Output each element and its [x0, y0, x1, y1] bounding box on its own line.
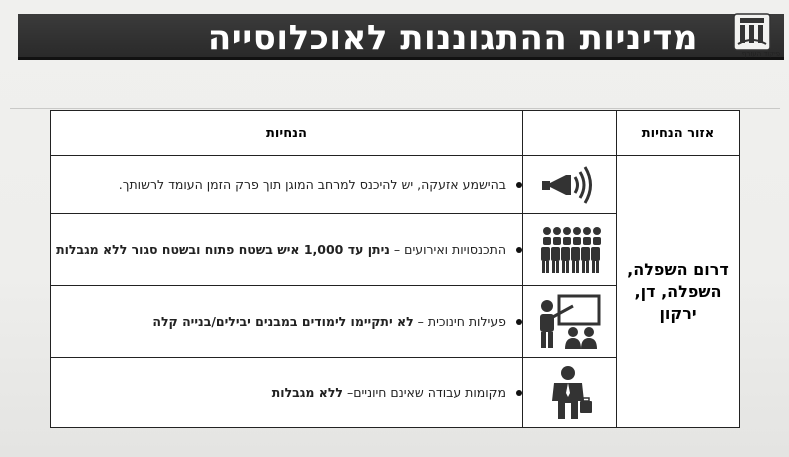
guideline-text: התכנסויות ואירועים – ניתן עד 1,000 איש בשטח פתוח ובשטח סגור ללא מגבלות — [56, 242, 506, 257]
page-title: מדיניות ההתגוננות לאוכלוסייה — [207, 18, 698, 58]
home-front-command-emblem-icon — [730, 10, 774, 54]
guideline-text: בהישמע אזעקה, יש להיכנס למרחב המוגן תוך פרק הזמן העומד לרשותך. — [118, 177, 506, 192]
header-area: אזור הנחיות — [617, 111, 740, 156]
crowd-of-people-icon — [523, 214, 617, 286]
guidelines-table — [50, 110, 740, 428]
guideline-cell — [51, 156, 523, 214]
teacher-with-students-icon — [523, 286, 617, 358]
guideline-text: מקומות עבודה שאינם חיוניים– ללא מגבלות — [271, 385, 506, 400]
area-cell: דרום השפלה, השפלה, דן, ירקון — [617, 156, 740, 428]
bullet-icon — [516, 247, 522, 253]
table-row — [51, 156, 740, 214]
guideline-cell — [51, 286, 523, 358]
bullet-icon — [516, 182, 522, 188]
bullet-icon — [516, 319, 522, 325]
header-guidelines: הנחיות — [51, 111, 523, 156]
siren-megaphone-icon — [523, 156, 617, 214]
title-bar — [18, 14, 784, 60]
divider — [10, 108, 780, 109]
header-icon — [523, 111, 617, 156]
guideline-cell — [51, 214, 523, 286]
guideline-cell — [51, 358, 523, 428]
table-header-row — [51, 111, 740, 156]
worker-with-briefcase-icon — [523, 358, 617, 428]
guideline-text: פעילות חינוכית – לא יתקיימו לימודים במבנים יבילים/בנייה קלה — [152, 314, 506, 329]
bullet-icon — [516, 390, 522, 396]
logo-caption: פיקוד העורף — [741, 50, 781, 58]
